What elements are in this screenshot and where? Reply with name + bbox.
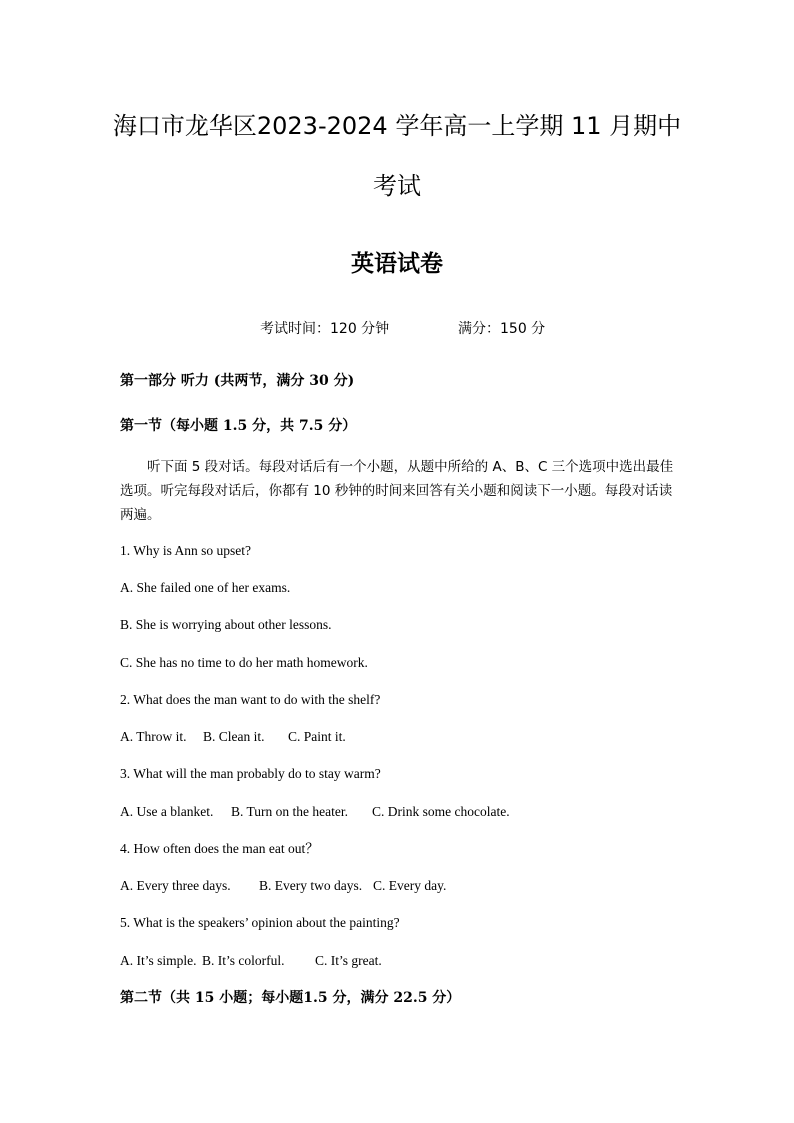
section2-heading: 第二节（共 15 小题；每小题1.5 分，满分 22.5 分）: [120, 990, 461, 1006]
instructions-text: 听下面 5 段对话。每段对话后有一个小题，从题中所给的 A、B、C 三个选项中选出最佳选项。听完每段对话后，你都有 10 秒钟的时间来回答有关小题和阅读下一小题。每段对话读两遍。: [120, 459, 674, 523]
question-4: 4. How often does the man eat out？: [120, 841, 319, 856]
question-5: 5. What is the speakers’ opinion about the painting?: [120, 915, 400, 930]
section1-heading: 第一节（每小题 1.5 分，共 7.5 分）: [120, 418, 357, 434]
option-a: A. Every three days.: [120, 878, 231, 893]
full-score: 满分：150 分: [458, 321, 546, 337]
question-4-options: [120, 876, 446, 896]
option-c: C. Paint it.: [288, 729, 346, 744]
exam-time: 考试时间：120 分钟: [260, 321, 390, 337]
question-2: 2. What does the man want to do with the shelf?: [120, 692, 381, 707]
option-b: B. Turn on the heater.: [231, 804, 348, 819]
option-c: C. Drink some chocolate.: [372, 804, 510, 819]
option-a: A. Throw it.: [120, 729, 187, 744]
question-1-option-a: A. She failed one of her exams.: [120, 580, 291, 595]
option-a: A. Use a blanket.: [120, 804, 214, 819]
exam-title-line1: 海口市龙华区2023-2024 学年高一上学期 11 月期中: [112, 112, 682, 140]
option-c: C. It’s great.: [315, 953, 382, 968]
option-a: A. It’s simple.: [120, 953, 197, 968]
subject-title: 英语试卷: [351, 251, 443, 277]
part1-heading: 第一部分 听力 (共两节，满分 30 分): [120, 373, 355, 389]
question-3-options: [120, 802, 510, 822]
question-5-options: [120, 951, 382, 971]
question-1-option-b: B. She is worrying about other lessons.: [120, 617, 332, 632]
section1-instructions: [120, 455, 678, 527]
question-2-options: [120, 727, 346, 747]
question-1-option-c: C. She has no time to do her math homework.: [120, 655, 368, 670]
option-b: B. Every two days.: [259, 878, 363, 893]
exam-title-line2: 考试: [373, 172, 421, 200]
question-1: 1. Why is Ann so upset?: [120, 543, 251, 558]
question-3: 3. What will the man probably do to stay warm?: [120, 766, 381, 781]
option-c: C. Every day.: [373, 878, 447, 893]
option-b: B. Clean it.: [203, 729, 265, 744]
option-b: B. It’s colorful.: [202, 953, 285, 968]
